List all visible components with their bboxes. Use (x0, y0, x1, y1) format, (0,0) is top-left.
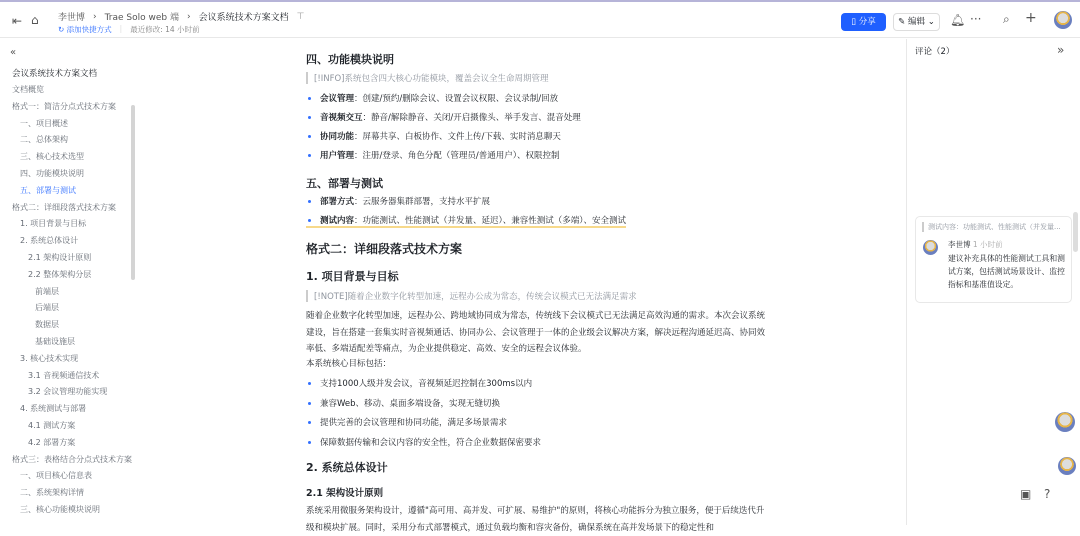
outline-item[interactable]: 格式三：表格结合分点式技术方案 (12, 454, 132, 464)
outline-item[interactable]: 3. 核心技术实现 (20, 353, 79, 363)
outline-title[interactable]: 会议系统技术方案文档 (12, 69, 98, 79)
outline-item[interactable]: 四、功能模块说明 (20, 169, 84, 178)
item-value: ：注册/登录、角色分配（管理员/普通用户）、权限控制 (354, 151, 560, 161)
list-item (306, 214, 626, 228)
outline-item[interactable]: 1. 项目背景与目标 (20, 219, 87, 229)
page-scrollbar[interactable] (1073, 212, 1078, 252)
item-value: ：创建/预约/删除会议、设置会议权限、会议录制/回放 (354, 94, 559, 104)
outline-item[interactable]: 数据层 (35, 320, 59, 330)
list-item: 兼容Web、移动、桌面多端设备，实现无缝切换 (306, 397, 500, 409)
paragraph-principles: 系统采用微服务架构设计，遵循"高可用、高并发、可扩展、易维护"的原则，将核心功能拆分为独立服务，便于后续迭代升级和模块扩展。同时，采用分布式部署模式，通过负载均衡和容灾备份，确保系统在高并发场景下的稳定性和 (306, 506, 765, 533)
list-item: 支持1000人级并发会议，音视频延迟控制在300ms以内 (306, 377, 532, 389)
comment-text: 建议补充具体的性能测试工具和测试方案，包括测试场景设计、监控指标和基准值设定。 (948, 254, 1065, 289)
help-icon[interactable]: ? (1044, 487, 1051, 501)
heading-s4: 四、功能模块说明 (306, 53, 394, 66)
item-key: 音视频交互 (320, 113, 363, 123)
list-item (306, 111, 581, 123)
breadcrumb-user[interactable]: 李世博 (58, 13, 86, 23)
comment-time: 1 小时前 (972, 240, 1003, 249)
item-key: 用户管理 (320, 151, 355, 161)
outline-item[interactable]: 后端层 (35, 303, 59, 313)
collaborator-avatar[interactable] (1055, 412, 1075, 432)
breadcrumb-doc: 会议系统技术方案文档 (198, 13, 289, 23)
outline-item[interactable]: 一、项目核心信息表 (20, 471, 92, 481)
paragraph-background: 随着企业数字化转型加速，远程办公、跨地域协同成为常态，传统线下会议模式已无法满足高效沟通的需求。本次会议系统建设，旨在搭建一套集实时音视频通话、协同办公、会议管理于一体的企业级会议解决方案，解决远程沟通延迟高、协同效率低、多端适配差等痛点，为企业提供稳定、高效、安全的远程会议体验。 (306, 311, 766, 354)
comment-card[interactable] (915, 216, 1072, 303)
item-value: ：屏幕共享、白板协作、文件上传/下载、实时消息聊天 (354, 132, 561, 142)
heading-s5: 五、部署与测试 (306, 177, 383, 190)
breadcrumb: 李世博 › Trae Solo web 端 › 会议系统技术方案文档 ⊤ (58, 11, 305, 23)
comments-panel (906, 39, 1080, 525)
outline-item[interactable]: 三、核心技术选型 (20, 152, 84, 162)
toggle-sidebar-icon[interactable]: ⇤ (12, 14, 23, 28)
collapse-comments-icon[interactable]: » (1057, 43, 1065, 57)
outline-item[interactable]: 文档概览 (12, 85, 44, 94)
outline-item[interactable]: 格式二：详细段落式技术方案 (12, 202, 116, 212)
add-shortcut-link[interactable]: ↻ 添加快捷方式 (58, 25, 112, 34)
user-avatar[interactable] (1054, 11, 1072, 29)
list-item: 提供完善的会议管理和协同功能，满足多场景需求 (306, 416, 507, 428)
more-icon[interactable]: ··· (970, 12, 982, 26)
home-icon[interactable]: ⌂ (31, 13, 39, 27)
heading-p21: 2.1 架构设计原则 (306, 488, 384, 499)
outline-item[interactable]: 前端层 (35, 286, 59, 296)
item-value: ：功能测试、性能测试（并发量、延迟）、兼容性测试（多端）、安全测试 (354, 216, 627, 226)
outline-item[interactable]: 格式一：简洁分点式技术方案 (12, 101, 116, 111)
collapse-icon[interactable]: « (10, 47, 17, 58)
edit-button[interactable]: ✎ 编辑 ⌄ (893, 13, 940, 31)
outline-item[interactable]: 2. 系统总体设计 (20, 236, 79, 246)
outline-item[interactable]: 4.1 测试方案 (28, 421, 76, 430)
item-value: ：云服务器集群部署，支持水平扩展 (354, 197, 491, 207)
outline-item[interactable]: 三、核心功能模块说明 (20, 505, 100, 514)
share-button[interactable]: ▯ 分享 (841, 13, 886, 31)
outline-item[interactable]: 基础设施层 (35, 337, 75, 346)
top-bar: ⇤ ⌂ 李世博 › Trae Solo web 端 › 会议系统技术方案文档 ⊤ ↻ 添加快捷方式 | 最近修改: 14 小时前 ▯ 分享 ✎ 编辑 ⌄ 🔔︎ ··· ⌕ + (0, 4, 1080, 38)
item-value: ：静音/解除静音、关闭/开启摄像头、举手发言、混音处理 (362, 113, 581, 123)
list-item (306, 92, 558, 104)
search-icon[interactable]: ⌕ (1003, 12, 1010, 26)
heading-p1: 1. 项目背景与目标 (306, 270, 399, 283)
last-modified: 最近修改: 14 小时前 (130, 25, 200, 34)
outline-item[interactable]: 3.1 音视频通信技术 (28, 370, 100, 380)
outline-item[interactable]: 3.2 会议管理功能实现 (28, 387, 108, 397)
list-item: 保障数据传输和会议内容的安全性，符合企业数据保密要求 (306, 436, 541, 448)
plus-icon[interactable]: + (1025, 10, 1037, 26)
list-item (306, 195, 490, 207)
heading-format2: 格式二：详细段落式技术方案 (306, 242, 463, 256)
outline-item[interactable]: 2.1 架构设计原则 (28, 253, 92, 262)
outline-item[interactable]: 五、部署与测试 (20, 185, 76, 195)
goals-intro: 本系统核心目标包括： (306, 359, 392, 369)
comments-title: 评论（2） (915, 47, 955, 57)
list-item (306, 149, 560, 161)
outline-item[interactable]: 2.2 整体架构分层 (28, 269, 92, 279)
outline-item[interactable]: 4.2 部署方案 (28, 437, 76, 447)
item-key: 测试内容 (320, 216, 355, 226)
outline-sidebar (0, 39, 140, 525)
bell-icon[interactable]: 🔔︎ (950, 13, 966, 27)
comment-quote: 测试内容：功能测试、性能测试（并发量... (922, 222, 1061, 232)
info-callout: [!INFO]系统包含四大核心功能模块，覆盖会议全生命周期管理 (306, 72, 549, 84)
outline-item[interactable]: 二、总体架构 (20, 135, 68, 145)
item-key: 协同功能 (320, 132, 355, 142)
outline-item[interactable]: 一、项目概述 (20, 118, 68, 128)
note-callout: [!NOTE]随着企业数字化转型加速，远程办公成为常态，传统会议模式已无法满足需求 (306, 290, 637, 302)
sidebar-scrollbar[interactable] (131, 105, 135, 280)
list-item (306, 130, 561, 142)
item-key: 会议管理 (320, 94, 355, 104)
comment-avatar (923, 240, 938, 255)
collaborator-avatar-2[interactable] (1058, 457, 1076, 475)
pin-icon[interactable]: ⊤ (296, 11, 305, 22)
outline-item[interactable]: 二、系统架构详情 (20, 488, 84, 498)
doc-info-icon[interactable]: ▣ (1020, 487, 1032, 501)
outline-item[interactable]: 4. 系统测试与部署 (20, 404, 87, 414)
heading-p2: 2. 系统总体设计 (306, 461, 388, 474)
item-key: 部署方式 (320, 197, 355, 207)
comment-author: 李世博 (948, 240, 971, 249)
breadcrumb-space[interactable]: Trae Solo web 端 (104, 13, 179, 23)
